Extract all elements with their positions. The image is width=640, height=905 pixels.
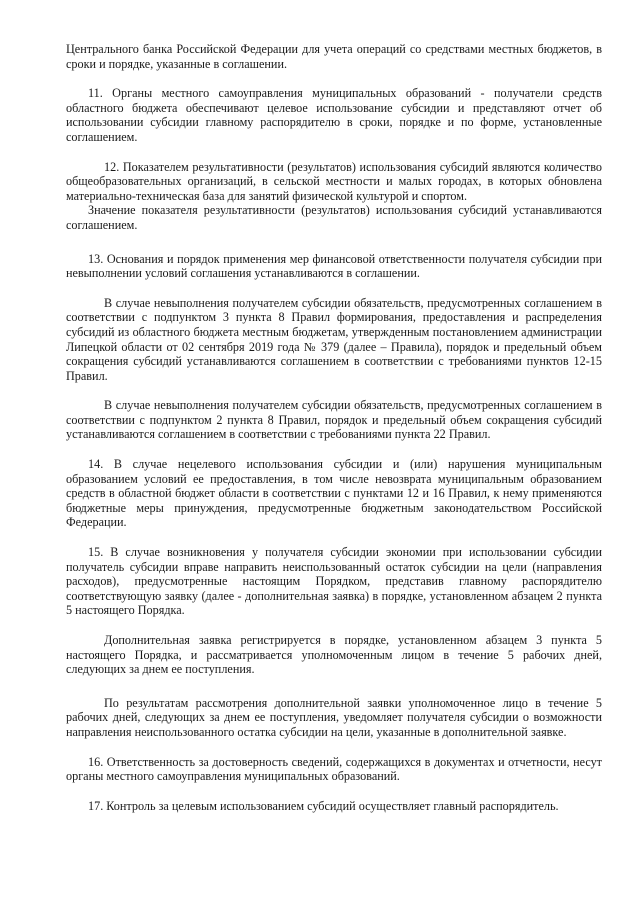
paragraph-12-value: Значение показателя результативности (результатов) использования субсидий устанавливаются соглашением. <box>66 203 602 232</box>
paragraph-13: 13. Основания и порядок применения мер финансовой ответственности получателя субсидии при невыполнении условий соглашения устанавливаются в соглашении. <box>66 251 602 281</box>
paragraph-13-case-1: В случае невыполнения получателем субсидии обязательств, предусмотренных соглашением в соответствии с подпунктом 3 пункта 8 Правил формирования, предоставления и распределения субсидий из областного бюджета местным бюджетам, утвержденным постановлением администрации Липецкой области от 02 сентября 2019 года № 379 (далее – Правила), порядок и предельный объем сокращения субсидий устанавливаются соглашением в соответствии с требованиями пунктов 12-15 Правил. <box>66 295 602 383</box>
document-body <box>66 42 602 813</box>
paragraph-14: 14. В случае нецелевого использования субсидии и (или) нарушения муниципальным образованием условий ее предоставления, в том числе невозврата муниципальным образованием средств в областной бюджет области в соответствии с пунктами 12 и 16 Правил, к нему применяются бюджетные меры принуждения, предусмотренные бюджетным законодательством Российской Федерации. <box>66 457 602 530</box>
paragraph-12: 12. Показателем результативности (результатов) использования субсидий являются количество общеобразовательных организаций, в сельской местности и малых городах, в которых обновлена материально-техническая база для занятий физической культурой и спортом. <box>66 159 602 203</box>
paragraph-11: 11. Органы местного самоуправления муниципальных образований - получатели средств областного бюджета обеспечивают целевое использование субсидии и представляют отчет об использовании субсидии главному распорядителю в сроки, порядке и по форме, установленные соглашением. <box>66 86 602 144</box>
paragraph-16: 16. Ответственность за достоверность сведений, содержащихся в документах и отчетности, несут органы местного самоуправления муниципальных образований. <box>66 754 602 784</box>
paragraph-17: 17. Контроль за целевым использованием субсидий осуществляет главный распорядитель. <box>88 798 559 813</box>
paragraph-15: 15. В случае возникновения у получателя субсидии экономии при использовании субсидии получатель субсидии вправе направить неиспользованный остаток субсидии на цели (направления расходов), предусмотренные настоящим Порядком, представив главному распорядителю соответствующую заявку (далее - дополнительная заявка) в порядке, установленном абзацем 2 пункта 5 настоящего Порядка. <box>66 545 602 618</box>
paragraph-13-case-2: В случае невыполнения получателем субсидии обязательств, предусмотренных соглашением в соответствии с подпунктом 2 пункта 8 Правил, порядок и предельный объем сокращения субсидий устанавливаются соглашением в соответствии с требованиями пункта 22 Правил. <box>66 398 602 442</box>
paragraph-15-registration: Дополнительная заявка регистрируется в порядке, установленном абзацем 3 пункта 5 настоящего Порядка, и рассматривается уполномоченным лицом в течение 5 рабочих дней, следующих за днем ее поступления. <box>66 633 602 677</box>
paragraph-continuation: Центрального банка Российской Федерации для учета операций со средствами местных бюджетов, в сроки и порядке, указанные в соглашении. <box>66 42 602 71</box>
paragraph-15-review: По результатам рассмотрения дополнительной заявки уполномоченное лицо в течение 5 рабочих дней, следующих за днем ее поступления, уведомляет получателя субсидии о возможности направления неиспользованного остатка субсидии на цели, указанные в дополнительной заявке. <box>66 695 602 739</box>
